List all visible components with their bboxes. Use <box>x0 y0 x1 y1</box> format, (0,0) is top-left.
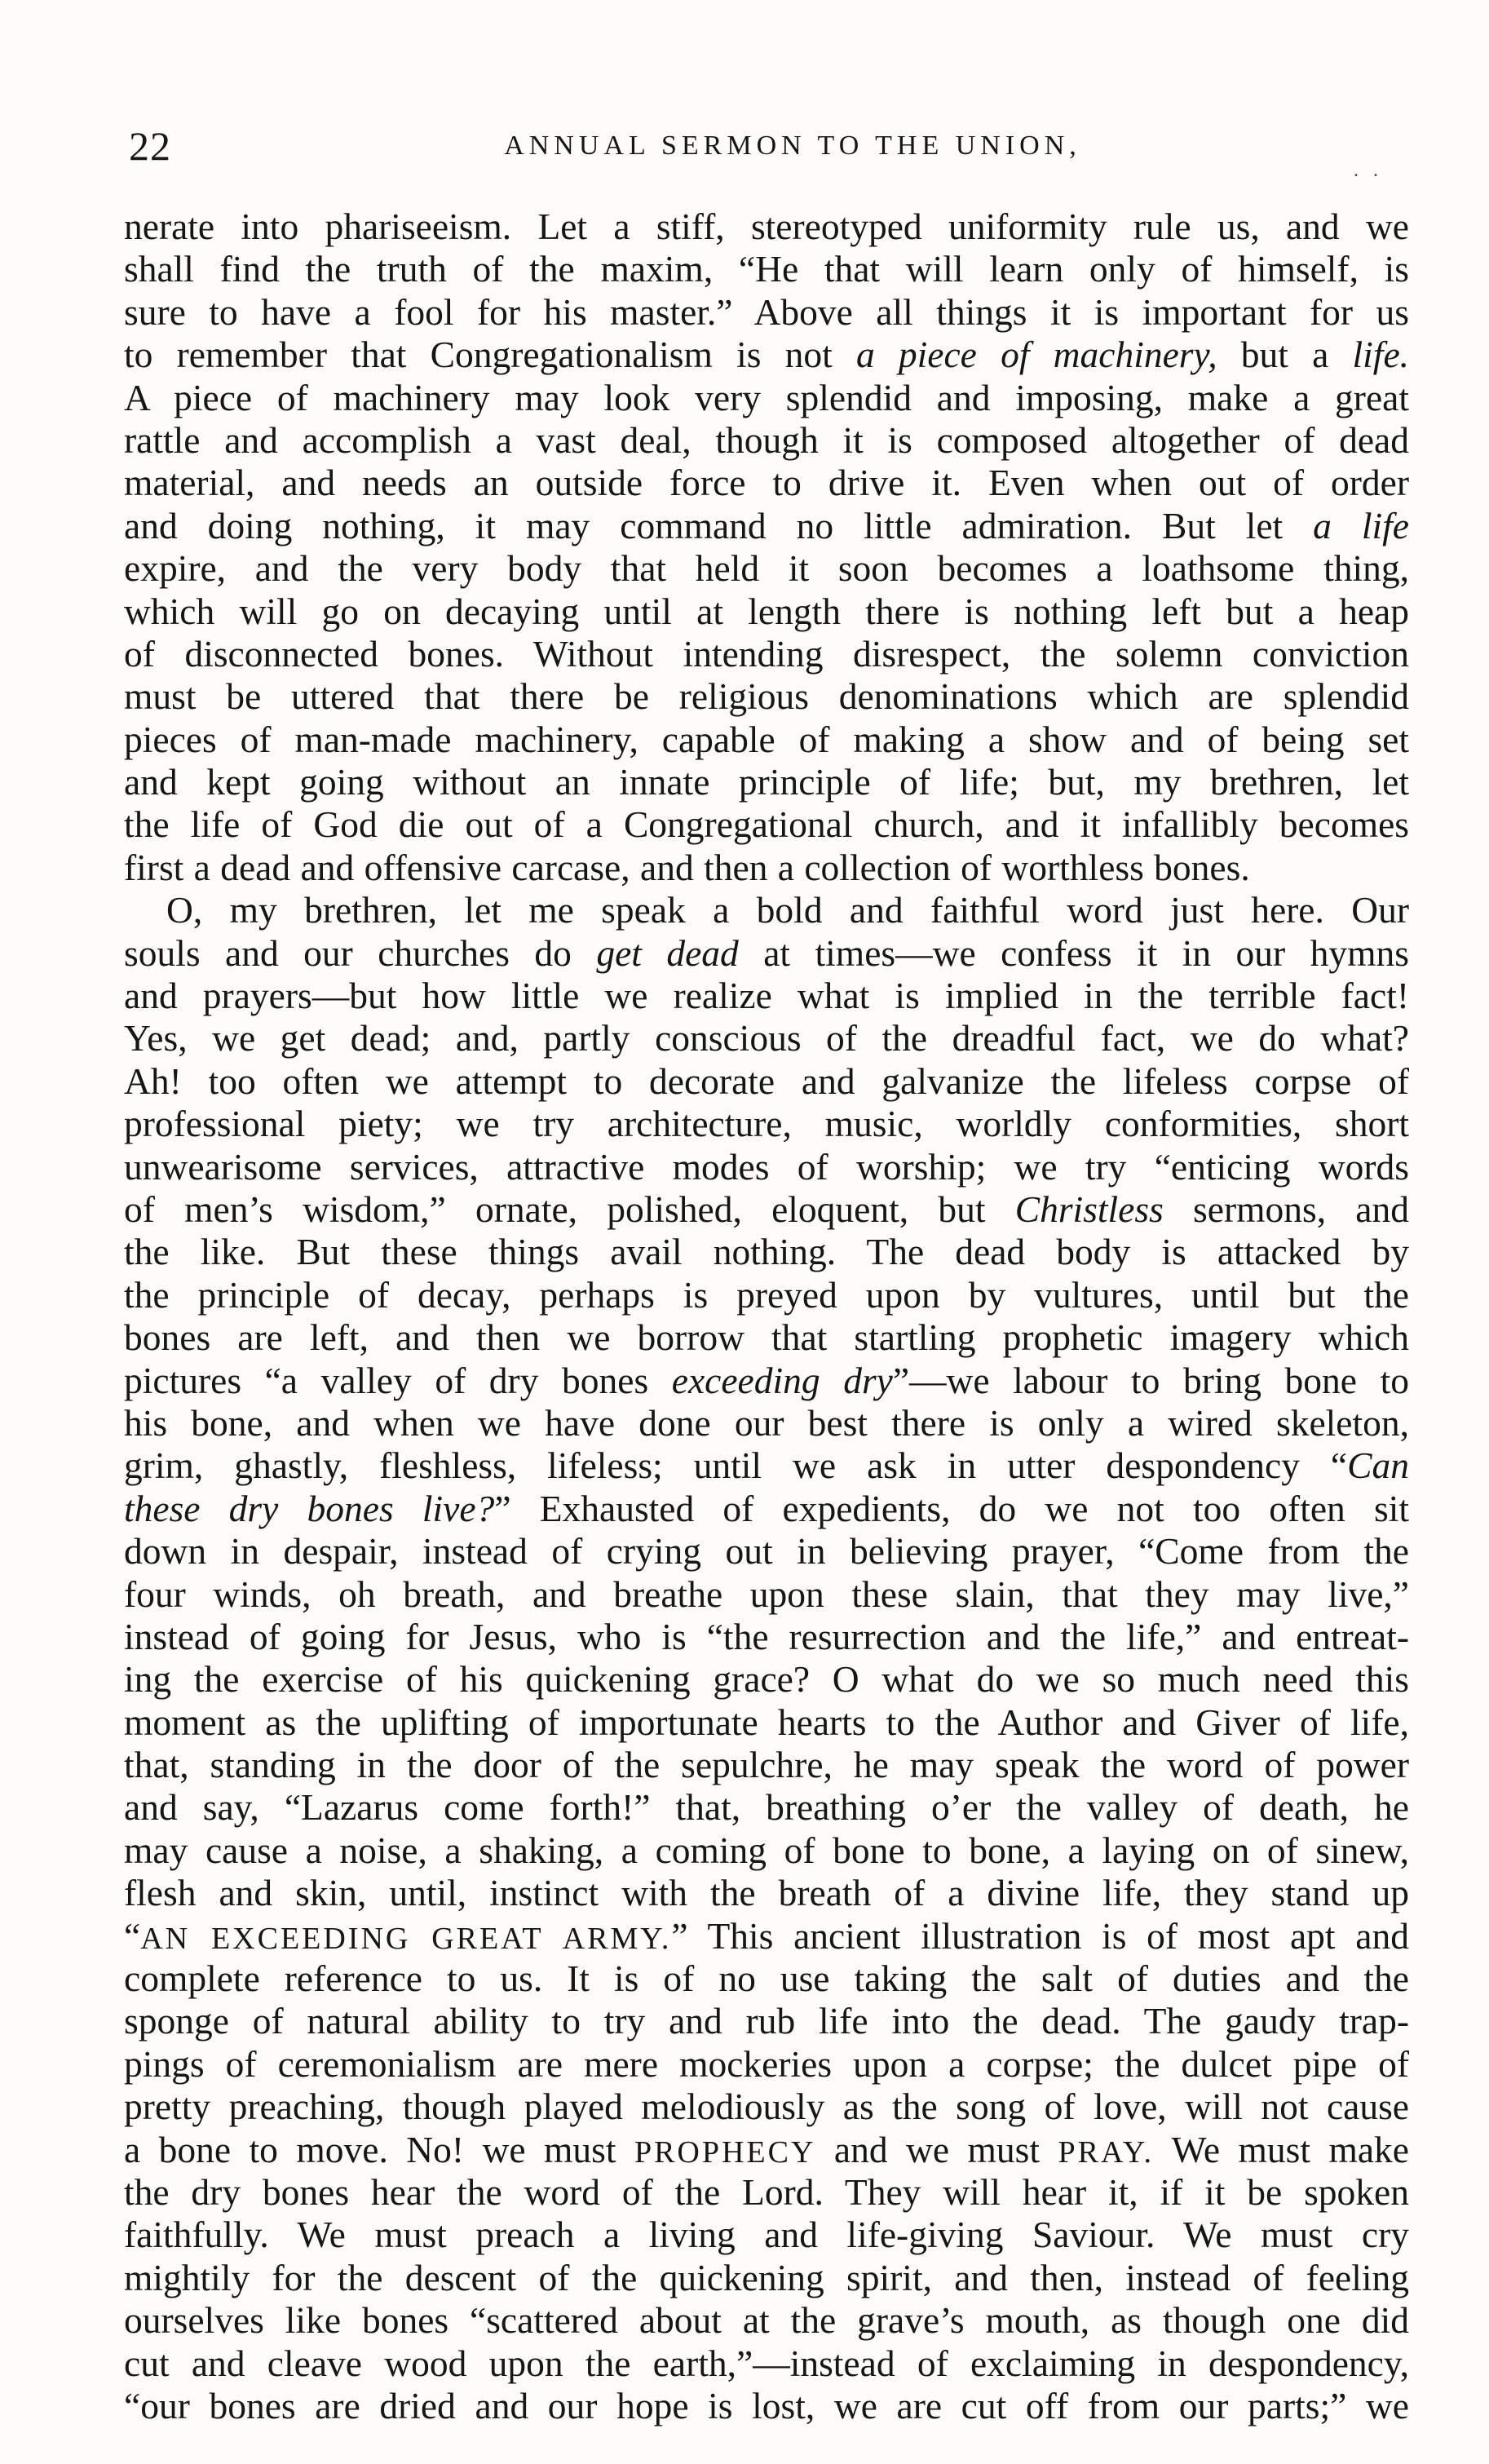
text-run: may cause a noise, a shaking, a coming of bone to bone, a laying on of sinew, <box>124 1829 1409 1871</box>
text-line <box>124 932 1409 975</box>
text-run: ourselves like bones “scattered about at the grave’s mouth, as though one did <box>124 2299 1409 2342</box>
text-run: shall find the truth of the maxim, “He that will learn only of himself, is <box>124 248 1409 290</box>
text-line <box>124 334 1409 376</box>
italic-text: a life <box>1313 504 1410 546</box>
text-run: Yes, we get dead; and, partly conscious of the dreadful fact, we do what? <box>124 1017 1409 1059</box>
text-run: sermons, and <box>1163 1188 1409 1230</box>
text-run: of men’s wisdom,” ornate, polished, eloquent, but <box>124 1188 1015 1230</box>
text-line <box>124 2129 1409 2171</box>
text-run: “our bones are dried and our hope is lost, we are cut off from our parts;” we <box>124 2384 1409 2426</box>
text-run: the life of God die out of a Congregational church, and it infallibly becomes <box>124 803 1409 846</box>
text-run: a bone to move. No! we must <box>124 2128 634 2170</box>
text-run: flesh and skin, until, instinct with the breath of a divine life, they stand up <box>124 1872 1409 1914</box>
text-run: ” Exhausted of expedients, do we not too often sit <box>494 1487 1409 1529</box>
text-run: pieces of man-made machinery, capable of making a show and of being set <box>124 718 1409 760</box>
text-run: O, my brethren, let me speak a bold and faithful word just here. Our <box>166 889 1409 931</box>
text-line <box>124 1786 1409 1829</box>
page-number: 22 <box>129 123 171 169</box>
text-line <box>124 2257 1409 2299</box>
text-run: four winds, oh breath, and breathe upon these slain, that they may live,” <box>124 1573 1409 1615</box>
text-line <box>124 761 1409 803</box>
italic-text: Can <box>1347 1444 1409 1487</box>
text-line <box>124 1744 1409 1786</box>
text-run: expire, and the very body that held it soon becomes a loathsome thing, <box>124 547 1409 590</box>
text-line <box>124 1316 1409 1359</box>
text-run: bones are left, and then we borrow that startling prophetic imagery which <box>124 1316 1409 1359</box>
text-line <box>124 719 1409 761</box>
text-line <box>124 1829 1409 1872</box>
text-line <box>124 803 1409 846</box>
text-line <box>124 1274 1409 1316</box>
text-run: We must make <box>1153 2128 1409 2170</box>
text-run: ” This ancient illustration is of most apt and <box>671 1914 1409 1957</box>
text-line <box>124 1530 1409 1573</box>
text-line <box>124 547 1409 590</box>
text-line <box>124 591 1409 633</box>
text-line <box>124 248 1409 290</box>
text-run: at times—we confess it in our hymns <box>738 931 1409 974</box>
text-line <box>124 633 1409 675</box>
text-line <box>124 2086 1409 2128</box>
text-run: nerate into phariseeism. Let a stiff, stereotyped uniformity rule us, and we <box>124 206 1409 247</box>
text-run: complete reference to us. It is of no use taking the salt of duties and the <box>124 1957 1409 2000</box>
text-run: “ <box>124 1914 141 1957</box>
text-run: pretty preaching, though played melodiously as the song of love, will not cause <box>124 2086 1409 2128</box>
text-run: instead of going for Jesus, who is “the resurrection and the life,” and entreat- <box>124 1615 1409 1657</box>
text-run: and doing nothing, it may command no little admiration. But let <box>124 504 1314 546</box>
italic-text: get dead <box>596 931 739 974</box>
text-line <box>124 291 1409 334</box>
text-line <box>124 1573 1409 1616</box>
text-line <box>124 1488 1409 1530</box>
text-run: pings of ceremonialism are mere mockeries upon a corpse; the dulcet pipe of <box>124 2042 1409 2085</box>
text-run: unwearisome services, attractive modes of worship; we try “enticing words <box>124 1145 1409 1188</box>
text-line <box>124 1872 1409 1914</box>
text-run: but a <box>1217 334 1353 376</box>
text-line <box>124 462 1409 504</box>
text-line <box>124 2299 1409 2342</box>
italic-text: exceeding dry <box>671 1359 893 1401</box>
text-line <box>124 1402 1409 1444</box>
text-run: ing the exercise of his quickening grace? O what do we so much need this <box>124 1658 1409 1701</box>
text-run: that, standing in the door of the sepulchre, he may speak the word of power <box>124 1744 1409 1786</box>
text-line <box>124 1146 1409 1188</box>
text-run: and kept going without an innate principle of life; but, my brethren, let <box>124 761 1409 803</box>
small-caps-text: PROPHECY <box>634 2134 816 2170</box>
text-run: down in despair, instead of crying out in believing prayer, “Come from the <box>124 1530 1409 1573</box>
text-line <box>124 1060 1409 1103</box>
text-line <box>124 1957 1409 2000</box>
text-line <box>124 1658 1409 1701</box>
text-line <box>124 1616 1409 1658</box>
text-line <box>124 377 1409 419</box>
text-line <box>124 1188 1409 1231</box>
text-run: the dry bones hear the word of the Lord. They will hear it, if it be spoken <box>124 2170 1409 2213</box>
small-caps-text: AN EXCEEDING GREAT ARMY. <box>140 1921 672 1956</box>
text-run: pictures “a valley of dry bones <box>124 1359 672 1401</box>
text-run: material, and needs an outside force to drive it. Even when out of order <box>124 462 1409 504</box>
text-run: the like. But these things avail nothing. The dead body is attacked by <box>124 1231 1409 1273</box>
text-run: souls and our churches do <box>124 931 597 974</box>
text-run: first a dead and offensive carcase, and then a collection of worthless bones. <box>124 846 1250 888</box>
text-line <box>124 1915 1409 1957</box>
text-run: and prayers—but how little we realize what is implied in the terrible fact! <box>124 975 1409 1017</box>
text-run: professional piety; we try architecture, music, worldly conformities, short <box>124 1103 1409 1145</box>
text-line <box>124 505 1409 547</box>
text-line <box>124 206 1409 248</box>
text-run: the principle of decay, perhaps is preyed upon by vultures, until but the <box>124 1273 1409 1316</box>
text-line <box>124 1017 1409 1059</box>
running-head: ANNUAL SERMON TO THE UNION, <box>504 130 1081 161</box>
text-run: moment as the uplifting of importunate hearts to the Author and Giver of life, <box>124 1701 1409 1743</box>
text-line <box>124 2342 1409 2385</box>
text-line <box>124 889 1409 931</box>
text-run: must be uttered that there be religious denominations which are splendid <box>124 675 1409 718</box>
text-run: faithfully. We must preach a living and life-giving Saviour. We must cry <box>124 2214 1409 2256</box>
text-line <box>124 1231 1409 1273</box>
text-run: mightily for the descent of the quickening spirit, and then, instead of feeling <box>124 2256 1409 2298</box>
text-run: and we must <box>815 2128 1058 2170</box>
text-run: A piece of machinery may look very splendid and imposing, make a great <box>124 376 1409 418</box>
text-run: his bone, and when we have done our best there is only a wired skeleton, <box>124 1401 1409 1444</box>
text-run: rattle and accomplish a vast deal, though it is composed altogether of dead <box>124 418 1409 461</box>
text-line <box>124 1360 1409 1402</box>
text-line <box>124 1103 1409 1145</box>
text-run: sponge of natural ability to try and rub life into the dead. The gaudy trap- <box>124 2000 1409 2042</box>
text-run: to remember that Congregationalism is not <box>124 334 856 376</box>
text-line <box>124 2214 1409 2256</box>
text-line <box>124 419 1409 462</box>
italic-text: a piece of machinery, <box>855 334 1217 376</box>
text-line <box>124 675 1409 718</box>
text-run: sure to have a fool for his master.” Above all things it is important for us <box>124 290 1409 333</box>
text-run: Ah! too often we attempt to decorate and galvanize the lifeless corpse of <box>124 1059 1409 1102</box>
italic-text: these dry bones live? <box>124 1487 495 1529</box>
text-run: and say, “Lazarus come forth!” that, breathing o’er the valley of death, he <box>124 1786 1409 1829</box>
page-header <box>129 122 1407 179</box>
text-line <box>124 847 1409 889</box>
text-run: cut and cleave wood upon the earth,”—instead of exclaiming in despondency, <box>124 2342 1409 2384</box>
italic-text: Christless <box>1014 1188 1164 1230</box>
sermon-body-text <box>124 206 1409 2427</box>
text-line <box>124 2171 1409 2214</box>
text-run: ”—we labour to bring bone to <box>892 1359 1409 1401</box>
text-run: grim, ghastly, fleshless, lifeless; until we ask in utter despondency “ <box>124 1444 1348 1487</box>
text-line <box>124 2043 1409 2086</box>
text-line <box>124 975 1409 1017</box>
text-line <box>124 1701 1409 1744</box>
small-caps-text: PRAY. <box>1058 2134 1154 2170</box>
text-line <box>124 2385 1409 2427</box>
text-run: which will go on decaying until at length there is nothing left but a heap <box>124 590 1409 632</box>
text-line <box>124 2000 1409 2042</box>
italic-text: life. <box>1352 334 1410 376</box>
text-line <box>124 1444 1409 1487</box>
text-run: of disconnected bones. Without intending disrespect, the solemn conviction <box>124 632 1409 675</box>
header-ornament: . . <box>1354 160 1383 181</box>
